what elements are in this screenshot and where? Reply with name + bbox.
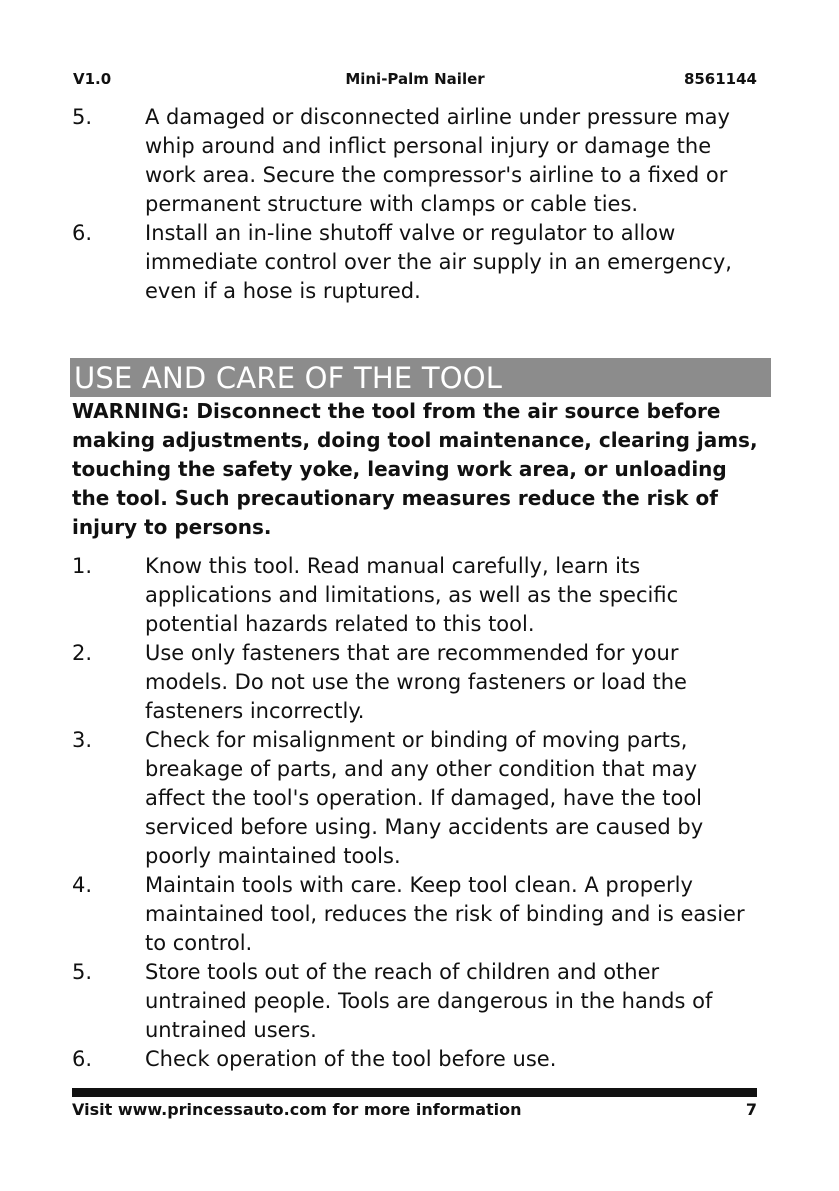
list-item bbox=[72, 552, 762, 639]
list-item-text: Store tools out of the reach of children and other untrained people. Tools are dangerous in the hands of untrained users. bbox=[145, 960, 713, 1042]
list-item bbox=[72, 726, 762, 871]
list-item-number: 3. bbox=[72, 728, 93, 752]
list-item bbox=[72, 639, 762, 726]
list-item-number: 6. bbox=[72, 1047, 93, 1071]
list-item-text: Check operation of the tool before use. bbox=[145, 1047, 557, 1071]
page-header bbox=[73, 70, 757, 92]
list-item-text: A damaged or disconnected airline under pressure may whip around and inflict personal injury or damage the work area. Secure the compressor's airline to a fixed or permanent structure with clamps or cable ties. bbox=[145, 105, 730, 216]
list-item-number: 2. bbox=[72, 641, 93, 665]
list-item bbox=[72, 871, 762, 958]
footer-info: Visit www.princessauto.com for more information bbox=[72, 1100, 522, 1119]
list-item-text: Check for misalignment or binding of moving parts, breakage of parts, and any other condition that may affect the tool's operation. If damaged, have the tool serviced before using. Many accidents are caused by poorly maintained tools. bbox=[145, 728, 704, 868]
list-item-number: 5. bbox=[72, 105, 93, 129]
list-item-number: 4. bbox=[72, 873, 93, 897]
page-footer bbox=[72, 1100, 757, 1124]
list-item bbox=[72, 958, 762, 1045]
version-label: V1.0 bbox=[73, 70, 112, 88]
footer-divider bbox=[72, 1088, 757, 1097]
tool-care-list bbox=[72, 552, 762, 1074]
list-item bbox=[72, 1045, 762, 1074]
list-item-text: Use only fasteners that are recommended for your models. Do not use the wrong fasteners or load the fasteners incorrectly. bbox=[145, 641, 687, 723]
list-item-text: Install an in-line shutoff valve or regulator to allow immediate control over the air supply in an emergency, even if a hose is ruptured. bbox=[145, 221, 732, 303]
list-item bbox=[72, 219, 762, 306]
list-item-text: Maintain tools with care. Keep tool clean. A properly maintained tool, reduces the risk of binding and is easier to control. bbox=[145, 873, 745, 955]
airline-safety-list bbox=[72, 103, 762, 306]
list-item-number: 6. bbox=[72, 221, 93, 245]
section-heading: USE AND CARE OF THE TOOL bbox=[70, 358, 771, 397]
document-title: Mini-Palm Nailer bbox=[345, 70, 485, 88]
part-number: 8561144 bbox=[683, 70, 757, 88]
list-item-text: Know this tool. Read manual carefully, learn its applications and limitations, as well as the specific potential hazards related to this tool. bbox=[145, 554, 679, 636]
list-item bbox=[72, 103, 762, 219]
warning-text: WARNING: Disconnect the tool from the air source before making adjustments, doing tool maintenance, clearing jams, touching the safety yoke, leaving work area, or unloading the tool. Such precautionary measures reduce the risk of injury to persons. bbox=[72, 399, 758, 539]
list-item-number: 5. bbox=[72, 960, 93, 984]
list-item-number: 1. bbox=[72, 554, 93, 578]
page-number: 7 bbox=[745, 1100, 757, 1119]
